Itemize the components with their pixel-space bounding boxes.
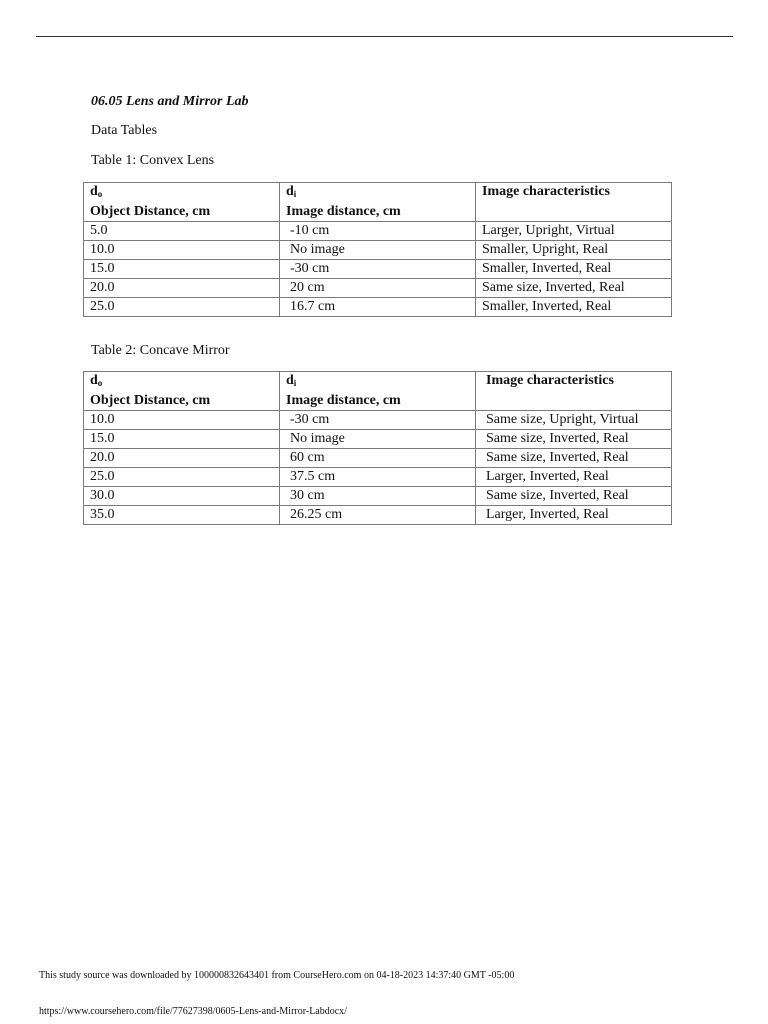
- cell-characteristics: Smaller, Inverted, Real: [476, 260, 672, 279]
- table-row: [84, 222, 672, 241]
- table-row: [84, 487, 672, 506]
- table-header-row: [84, 372, 672, 411]
- header-object-distance: $d_o$ Object Distance, cm: [84, 372, 280, 411]
- cell-object-distance: 20.0: [84, 279, 280, 298]
- table-row: [84, 298, 672, 317]
- table-row: [84, 279, 672, 298]
- cell-image-distance: 60 cm: [280, 449, 476, 468]
- cell-characteristics: Same size, Inverted, Real: [476, 430, 672, 449]
- convex-lens-table: [83, 182, 672, 317]
- cell-image-distance: 30 cm: [280, 487, 476, 506]
- cell-image-distance: 16.7 cm: [280, 298, 476, 317]
- cell-image-distance: No image: [280, 241, 476, 260]
- source-url[interactable]: https://www.coursehero.com/file/77627398/0605-Lens-and-Mirror-Labdocx/: [39, 1006, 347, 1017]
- cell-object-distance: 35.0: [84, 506, 280, 525]
- cell-characteristics: Larger, Inverted, Real: [476, 506, 672, 525]
- cell-object-distance: 25.0: [84, 468, 280, 487]
- header-image-distance: $d_i$ Image distance, cm: [280, 183, 476, 222]
- cell-characteristics: Same size, Inverted, Real: [476, 449, 672, 468]
- header-divider: [36, 36, 733, 37]
- table-header-row: [84, 183, 672, 222]
- download-source-note: This study source was downloaded by 100000832643401 from CourseHero.com on 04-18-2023 14:37:40 GMT -05:00: [39, 970, 515, 981]
- section-heading: Data Tables: [91, 123, 158, 138]
- cell-image-distance: -10 cm: [280, 222, 476, 241]
- cell-object-distance: 20.0: [84, 449, 280, 468]
- cell-image-distance: -30 cm: [280, 411, 476, 430]
- cell-image-distance: -30 cm: [280, 260, 476, 279]
- cell-characteristics: Smaller, Inverted, Real: [476, 298, 672, 317]
- cell-image-distance: 26.25 cm: [280, 506, 476, 525]
- document-title: 06.05 Lens and Mirror Lab: [91, 94, 249, 109]
- cell-characteristics: Larger, Inverted, Real: [476, 468, 672, 487]
- cell-object-distance: 5.0: [84, 222, 280, 241]
- table1-caption: Table 1: Convex Lens: [91, 153, 215, 168]
- cell-object-distance: 15.0: [84, 430, 280, 449]
- header-object-distance: $d_o$ Object Distance, cm: [84, 183, 280, 222]
- table2-caption: Table 2: Concave Mirror: [91, 343, 230, 358]
- cell-object-distance: 25.0: [84, 298, 280, 317]
- header-image-characteristics: Image characteristics: [476, 372, 672, 411]
- cell-object-distance: 10.0: [84, 411, 280, 430]
- table-row: [84, 506, 672, 525]
- cell-object-distance: 30.0: [84, 487, 280, 506]
- header-image-distance: $d_i$ Image distance, cm: [280, 372, 476, 411]
- table-row: [84, 260, 672, 279]
- cell-characteristics: Smaller, Upright, Real: [476, 241, 672, 260]
- table-row: [84, 241, 672, 260]
- cell-object-distance: 15.0: [84, 260, 280, 279]
- cell-object-distance: 10.0: [84, 241, 280, 260]
- cell-image-distance: No image: [280, 430, 476, 449]
- cell-characteristics: Larger, Upright, Virtual: [476, 222, 672, 241]
- table-row: [84, 468, 672, 487]
- cell-image-distance: 20 cm: [280, 279, 476, 298]
- cell-characteristics: Same size, Upright, Virtual: [476, 411, 672, 430]
- table-row: [84, 411, 672, 430]
- table-row: [84, 449, 672, 468]
- cell-characteristics: Same size, Inverted, Real: [476, 279, 672, 298]
- cell-characteristics: Same size, Inverted, Real: [476, 487, 672, 506]
- header-image-characteristics: Image characteristics: [476, 183, 672, 222]
- concave-mirror-table: [83, 371, 672, 525]
- cell-image-distance: 37.5 cm: [280, 468, 476, 487]
- table-row: [84, 430, 672, 449]
